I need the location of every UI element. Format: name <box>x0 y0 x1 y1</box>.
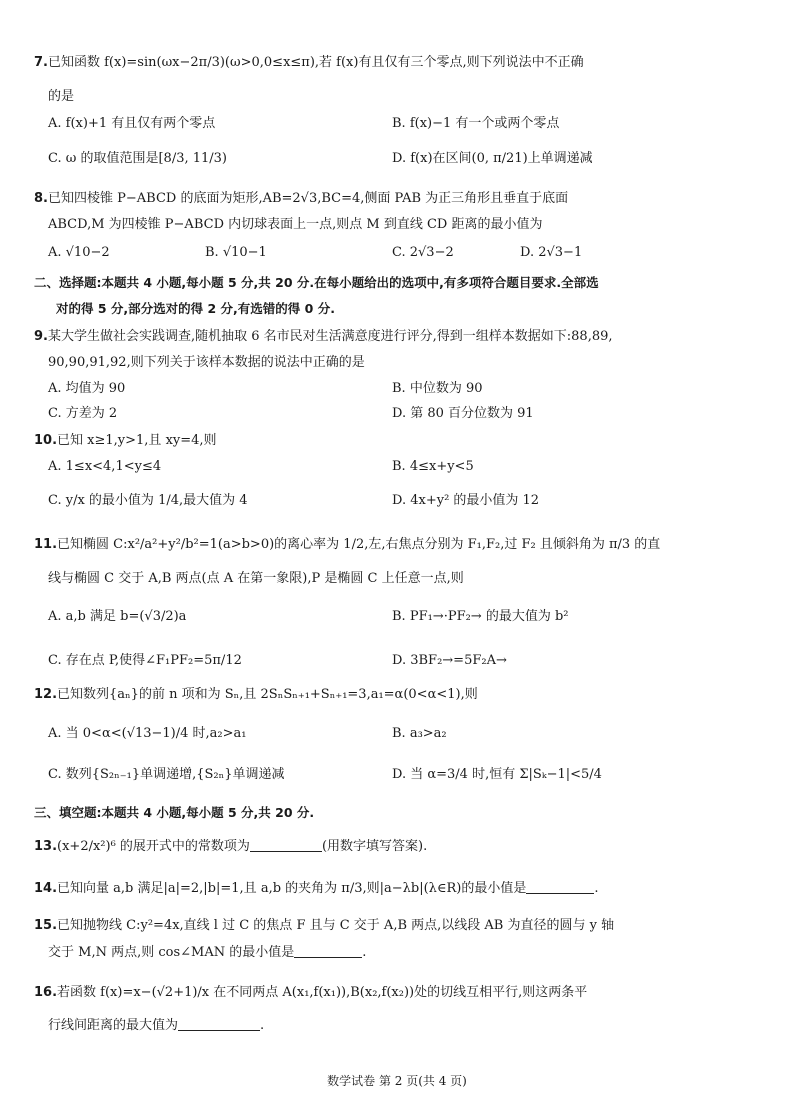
q12-option-a: A. 当 0<α<(√13−1)/4 时,a₂>a₁ <box>48 726 247 741</box>
q8-option-d: D. 2√3−1 <box>520 245 583 260</box>
q11-option-c: C. 存在点 P,使得∠F₁PF₂=5π/12 <box>48 653 242 668</box>
section-2-header: 二、选择题:本题共 4 小题,每小题 5 分,共 20 分.在每小题给出的选项中,有多项符合题目要求.全部选 <box>34 275 599 290</box>
q10-option-b: B. 4≤x+y<5 <box>392 459 474 474</box>
section-3-header: 三、填空题:本题共 4 小题,每小题 5 分,共 20 分. <box>34 805 315 820</box>
q10-stem: 10.已知 x≥1,y>1,且 xy=4,则 <box>34 433 217 448</box>
q12-stem: 12.已知数列{aₙ}的前 n 项和为 Sₙ,且 2SₙSₙ₊₁+Sₙ₊₁=3,a₁=α(0<α<1),则 <box>34 687 478 702</box>
q9-option-b: B. 中位数为 90 <box>392 381 483 396</box>
q15-stem-cont: 交于 M,N 两点,则 cos∠MAN 的最小值是 . <box>48 945 367 960</box>
q12-option-c: C. 数列{S₂ₙ₋₁}单调递增,{S₂ₙ}单调递减 <box>48 767 285 782</box>
q16-stem: 16.若函数 f(x)=x−(√2+1)/x 在不同两点 A(x₁,f(x₁)),B(x₂,f(x₂))处的切线互相平行,则这两条平 <box>34 985 588 1000</box>
q16-answer-blank[interactable] <box>178 1018 260 1031</box>
q7-stem: 7.已知函数 f(x)=sin(ωx−2π/3)(ω>0,0≤x≤π),若 f(x)有且仅有三个零点,则下列说法中不正确 <box>34 55 584 70</box>
q10-option-c: C. y/x 的最小值为 1/4,最大值为 4 <box>48 493 248 508</box>
q8-option-a: A. √10−2 <box>48 245 110 260</box>
q11-stem-cont: 线与椭圆 C 交于 A,B 两点(点 A 在第一象限),P 是椭圆 C 上任意一点,则 <box>48 571 464 586</box>
q15-answer-blank[interactable] <box>294 945 362 958</box>
q7-option-d: D. f(x)在区间(0, π/21)上单调递减 <box>392 151 593 166</box>
q8-option-c: C. 2√3−2 <box>392 245 454 260</box>
q13: 13.(x+2/x²)⁶ 的展开式中的常数项为 (用数字填写答案). <box>34 839 428 854</box>
q8-stem-cont: ABCD,M 为四棱锥 P−ABCD 内切球表面上一点,则点 M 到直线 CD 距离的最小值为 <box>48 217 543 232</box>
q10-option-d: D. 4x+y² 的最小值为 12 <box>392 493 540 508</box>
q9-stem: 9.某大学生做社会实践调查,随机抽取 6 名市民对生活满意度进行评分,得到一组样本数据如下:88,89, <box>34 329 613 344</box>
q11-option-a: A. a,b 满足 b=(√3/2)a <box>48 609 187 624</box>
q9-option-d: D. 第 80 百分位数为 91 <box>392 406 534 421</box>
section-2-header-cont: 对的得 5 分,部分选对的得 2 分,有选错的得 0 分. <box>56 301 335 316</box>
q10-option-a: A. 1≤x<4,1<y≤4 <box>48 459 162 474</box>
q14-answer-blank[interactable] <box>526 881 594 894</box>
q7-option-b: B. f(x)−1 有一个或两个零点 <box>392 116 560 131</box>
q13-answer-blank[interactable] <box>250 839 322 852</box>
q8-option-b: B. √10−1 <box>205 245 267 260</box>
q16-stem-cont: 行线间距离的最大值为 . <box>48 1018 265 1033</box>
q11-stem: 11.已知椭圆 C:x²/a²+y²/b²=1(a>b>0)的离心率为 1/2,左,右焦点分别为 F₁,F₂,过 F₂ 且倾斜角为 π/3 的直 <box>34 537 661 552</box>
q14: 14.已知向量 a,b 满足|a|=2,|b|=1,且 a,b 的夹角为 π/3,则|a−λb|(λ∈R)的最小值是 . <box>34 881 599 896</box>
q11-option-b: B. PF₁→·PF₂→ 的最大值为 b² <box>392 609 569 624</box>
q9-option-c: C. 方差为 2 <box>48 406 118 421</box>
q7-stem-cont: 的是 <box>48 89 75 104</box>
q8-stem: 8.已知四棱锥 P−ABCD 的底面为矩形,AB=2√3,BC=4,侧面 PAB 为正三角形且垂直于底面 <box>34 191 569 206</box>
q9-option-a: A. 均值为 90 <box>48 381 126 396</box>
q11-option-d: D. 3BF₂→=5F₂A→ <box>392 653 507 668</box>
page-footer: 数学试卷 第 2 页(共 4 页) <box>327 1074 467 1088</box>
q12-option-b: B. a₃>a₂ <box>392 726 447 741</box>
q9-stem-cont: 90,90,91,92,则下列关于该样本数据的说法中正确的是 <box>48 355 365 370</box>
q7-option-c: C. ω 的取值范围是[8/3, 11/3) <box>48 151 228 166</box>
q7-option-a: A. f(x)+1 有且仅有两个零点 <box>48 116 216 131</box>
q12-option-d: D. 当 α=3/4 时,恒有 Σ|Sₖ−1|<5/4 <box>392 767 602 782</box>
q15-stem: 15.已知抛物线 C:y²=4x,直线 l 过 C 的焦点 F 且与 C 交于 A,B 两点,以线段 AB 为直径的圆与 y 轴 <box>34 918 615 933</box>
